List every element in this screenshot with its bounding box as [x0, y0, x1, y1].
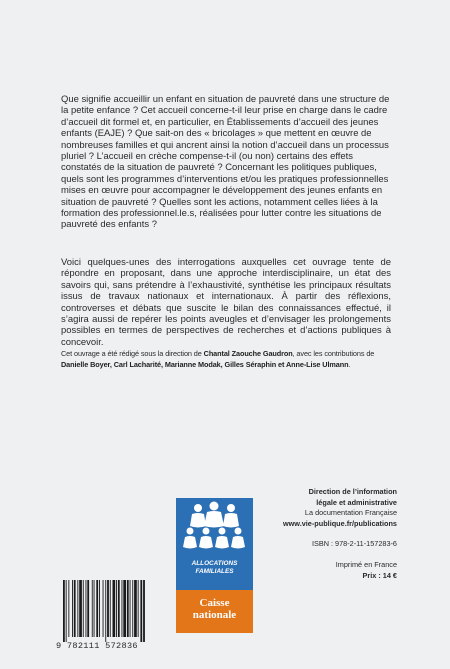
contributors-end: . — [348, 360, 351, 370]
contributor-names: Danielle Boyer, Carl Lacharité, Marianne Modak, Gilles Séraphin et Anne-Lise Ulmann — [61, 360, 349, 370]
contributors-middle: , avec les contributions de — [292, 349, 375, 358]
barcode-bar — [74, 580, 76, 637]
caf-logo — [176, 498, 253, 633]
barcode-bar — [143, 580, 145, 642]
logo-label-line-1: ALLOCATIONS — [191, 560, 238, 567]
barcode-bar — [132, 580, 133, 637]
barcode-bar — [103, 580, 104, 637]
printed-in: Imprimé en France — [335, 559, 397, 569]
barcode-bar — [83, 580, 84, 637]
director-name: Chantal Zaouche Gaudron — [203, 349, 293, 358]
family-figures-icon — [176, 498, 253, 560]
isbn: ISBN : 978-2-11-157283-6 — [311, 539, 397, 549]
barcode-bar — [116, 580, 117, 637]
barcode-bar — [86, 580, 87, 637]
logo-blue-panel — [176, 498, 253, 590]
price: Prix : 14 € — [362, 570, 397, 580]
barcode-bar — [107, 580, 109, 637]
barcode-bar — [87, 580, 89, 637]
contributors-note — [61, 348, 397, 370]
barcode-bar — [79, 580, 82, 637]
barcode-bar — [110, 580, 111, 637]
barcode-bar — [113, 580, 116, 637]
barcode-bar — [134, 580, 137, 637]
barcode-number: 9 782111 572836 — [56, 641, 138, 651]
barcode-bar — [130, 580, 131, 637]
contributors-intro: Cet ouvrage a été rédigé sous la direction de — [61, 349, 204, 358]
barcode-bar — [94, 580, 95, 637]
barcode-bar — [123, 580, 126, 637]
barcode-bar — [96, 580, 98, 637]
publisher-line-3: La documentation Française — [304, 508, 397, 518]
publisher-info — [257, 487, 397, 581]
barcode-bar — [66, 580, 67, 642]
publisher-line-2: légale et administrative — [316, 497, 397, 507]
logo-label-line-2: FAMILIALES — [195, 567, 234, 575]
barcode-bar — [72, 580, 73, 637]
barcode-bar — [118, 580, 120, 637]
publisher-line-1: Direction de l’information — [308, 487, 397, 496]
barcode-bar — [92, 580, 93, 637]
barcode-bar — [105, 580, 106, 642]
barcode-bar — [127, 580, 129, 637]
barcode-bar — [77, 580, 78, 637]
barcode-graphic — [62, 580, 167, 642]
publisher-url: www.vie-publique.fr/publications — [282, 518, 397, 528]
logo-orange-panel — [176, 590, 253, 633]
barcode-bar — [122, 580, 123, 637]
barcode-bar — [99, 580, 100, 637]
barcode-bar — [140, 580, 142, 642]
description-paragraph-2: Voici quelques-unes des interrogations auxquelles cet ouvrage tente de répondre en proposant, dans une approche interdisciplinaire, un état des savoirs qui, sans prétendre à l’exhaustivité, synthétise les principaux résultats issus de travaux nationaux et internationaux. À partir des réflexions, controverses et débats que suscite le bilan des connaissances effectué, il s’agira aussi de repérer les points aveugles et d’envisager les prolongements possibles en termes de perspectives de recherches et d’actions publiques à concevoir. — [61, 257, 391, 348]
logo-label — [176, 560, 253, 575]
barcode-bar — [138, 580, 139, 637]
barcode-bar — [68, 580, 69, 637]
description-paragraph-1: Que signifie accueillir un enfant en situation de pauvreté dans une structure de la petite enfance ? Cet accueil concerne-t-il leur prise en charge dans le cadre d’accueil dit formel et, en particulier, en Établissements d’accueil des jeunes enfants (EAJE) ? Que sait-on des « bricolages » que mettent en œuvre de nombreuses familles et qui ancrent ainsi la notion d’accueil dans un processus pluriel ? L’accueil en crèche compense-t-il (ou non) certains des effets constatés de la situation de pauvreté ? Concernant les politiques publiques, quels sont les programmes d’interventions et/ou les pratiques professionnelles mises en œuvre pour accompagner le développement des jeunes enfants en situation de pauvreté ? Quelles sont les actions, notamment celles liées à la formation des professionnel.le.s, réalisées pour lutter contre les situations de pauvreté des enfants ? — [61, 94, 390, 231]
logo-name-line-1: Caisse — [199, 597, 230, 609]
logo-name-line-2: nationale — [192, 609, 237, 621]
barcode-bar — [63, 580, 65, 642]
